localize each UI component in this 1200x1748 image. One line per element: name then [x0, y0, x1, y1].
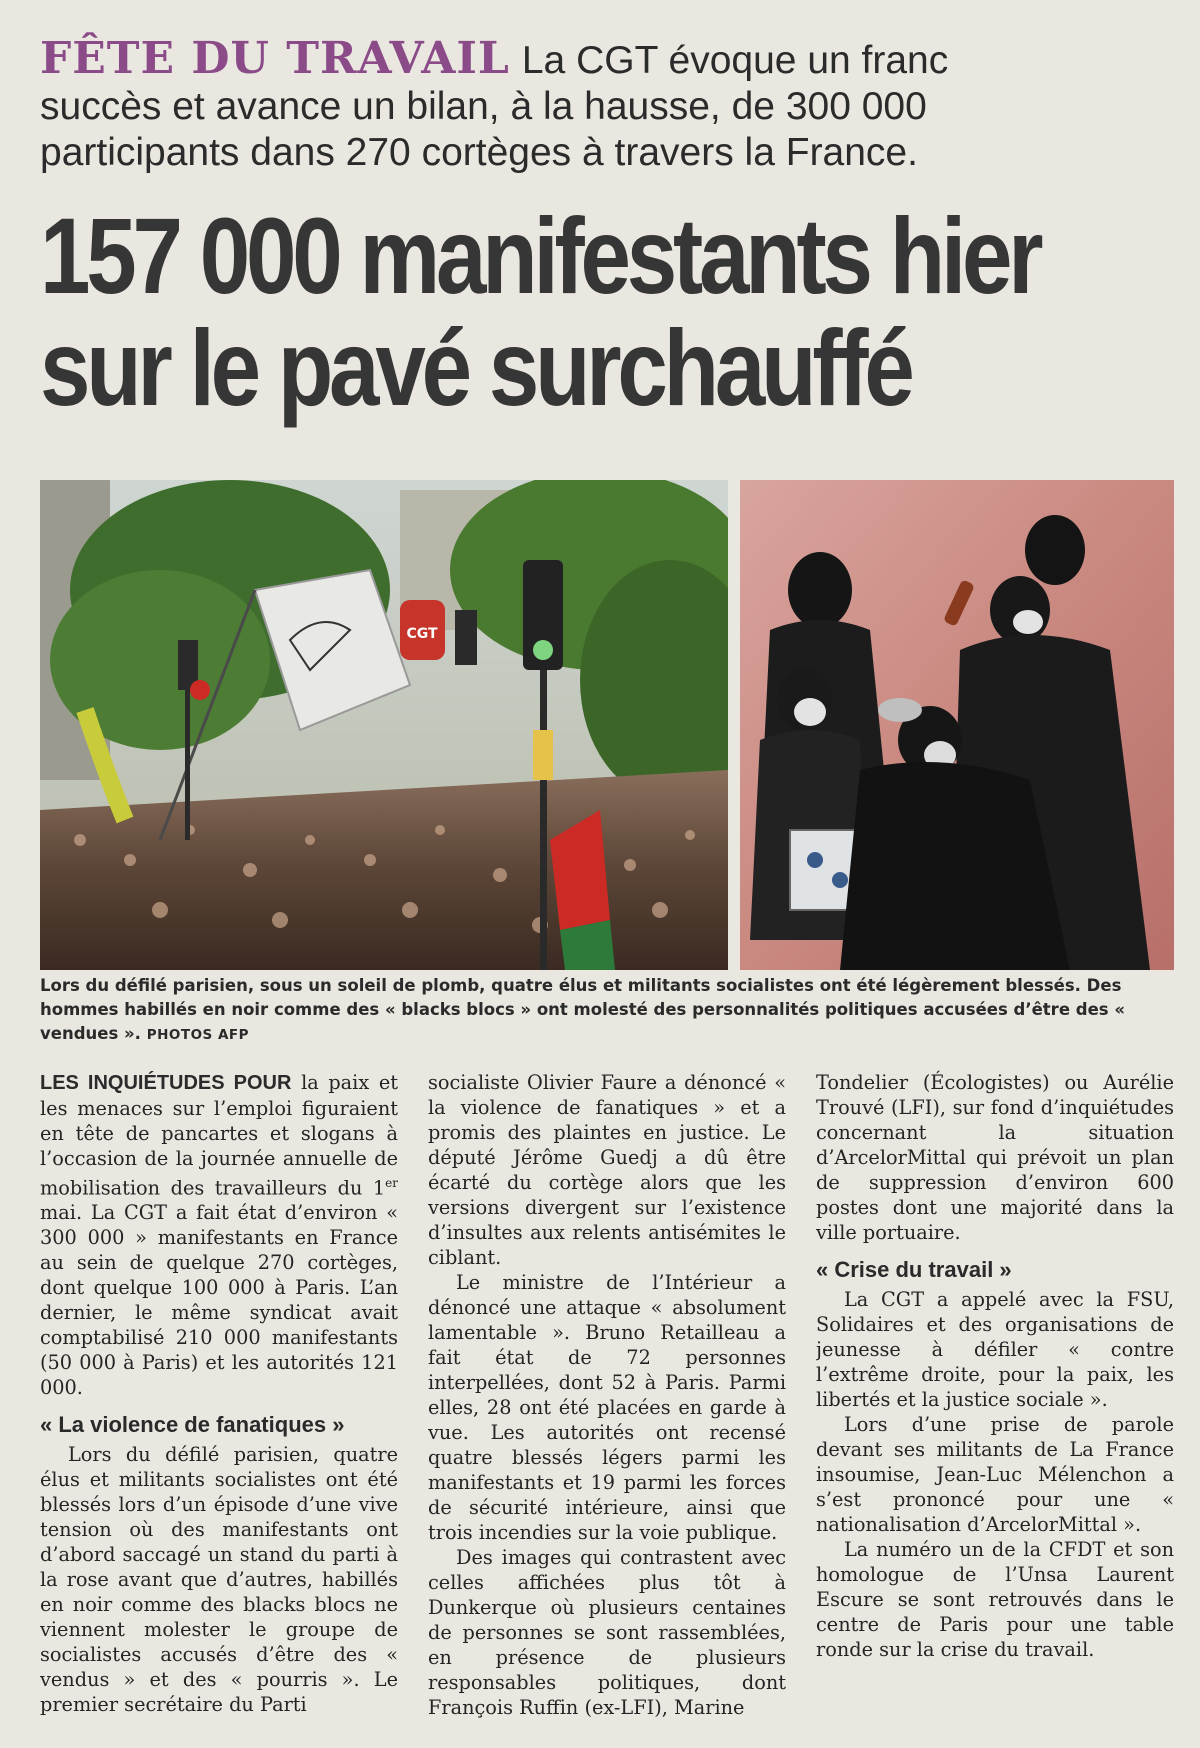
headline-line-1: 157 000 manifestants hier [40, 195, 1040, 316]
crowd-march-photo [40, 480, 728, 970]
standfirst-line-1: La CGT évoque un franc [521, 39, 949, 82]
black-bloc-photo [740, 480, 1174, 970]
article-lead-paragraph: LES INQUIÉTUDES POUR la paix et les menaces sur l’emploi figuraient en tête de pancartes et slogans à l’occasion de la journée annuelle de mobilisation des travailleurs du 1er mai. La CGT a fait état d’environ « 300 000 » manifestants en France au sein de quelque 270 cortèges, dont quelque 100 000 à Paris. L’an dernier, le même syndicat avait comptabilisé 210 000 manifestants (50 000 à Paris) et les autorités 121 000. [40, 1071, 398, 1400]
article-column-3 [816, 1070, 1174, 1740]
paragraph-dunkerque-continued: Tondelier (Écologistes) ou Aurélie Trouvé (LFI), sur fond d’inquiétudes concernant la situation d’ArcelorMittal qui prévoit un plan de suppression d’environ 600 postes dont une majorité dans la ville portuaire. [816, 1071, 1174, 1244]
standfirst [40, 33, 1160, 176]
paragraph-interior-minister: Le ministre de l’Intérieur a dénoncé une attaque « absolument lamentable ». Bruno Retailleau a fait état de 72 personnes interpellées, dont 52 à Paris. Parmi elles, 28 ont été placées en garde à vue. Les autorités ont recensé quatre blessés légers parmi les manifestants et 19 parmi les forces de sécurité intérieure, ainsi que trois incendies sur la voie publique. [428, 1271, 786, 1544]
paragraph-violence: Lors du défilé parisien, quatre élus et militants socialistes ont été blessés lors d’un épisode d’une vive tension où des manifestants ont d’abord saccagé un stand du parti à la rose avant que d’autres, habillés en noir comme des blacks blocs ne viennent molester le groupe de socialistes accusés d’être des « vendus » et des « pourris ». Le premier secrétaire du Parti [40, 1443, 398, 1717]
black-bloc-illustration [740, 480, 1174, 970]
paragraph-dunkerque: Des images qui contrastent avec celles affichées plus tôt à Dunkerque où plusieurs centaines de personnes se sont rassemblées, en présence de plusieurs responsables politiques, dont François Ruffin (ex-LFI), Marine [428, 1546, 786, 1719]
photo-credit: PHOTOS AFP [146, 1027, 250, 1043]
cgt-banner: CGT [406, 626, 438, 642]
article-column-1 [40, 1070, 398, 1740]
paragraph-cfdt: La numéro un de la CFDT et son homologue de l’Unsa Laurent Escure se sont retrouvés dans le centre de Paris pour une table ronde sur la crise du travail. [816, 1538, 1174, 1661]
crowd-photo-illustration [40, 480, 728, 970]
lead-in: LES INQUIÉTUDES POUR [40, 1072, 292, 1094]
paragraph-melenchon: Lors d’une prise de parole devant ses militants de La France insoumise, Jean-Luc Mélenchon a s’est prononcé pour une « nationalisation d’ArcelorMittal ». [816, 1413, 1174, 1536]
paragraph-violence-continued: socialiste Olivier Faure a dénoncé « la violence de fanatiques » et a promis des plaintes en justice. Le député Jérôme Guedj a dû être écarté du cortège alors que les versions divergent sur l’existence d’insultes aux relents antisémites le ciblant. [428, 1071, 786, 1269]
section-tag: FÊTE DU TRAVAIL [40, 33, 510, 84]
standfirst-line-3: participants dans 270 cortèges à travers la France. [40, 131, 918, 174]
subhead-violence: « La violence de fanatiques » [40, 1412, 345, 1438]
subhead-crise: « Crise du travail » [816, 1257, 1012, 1282]
standfirst-line-2: succès et avance un bilan, à la hausse, de 300 000 [40, 85, 927, 128]
article-column-2 [428, 1070, 786, 1740]
headline-line-2: sur le pavé surchauffé [40, 307, 911, 428]
caption-text: Lors du défilé parisien, sous un soleil de plomb, quatre élus et militants socialistes ont été légèrement blessés. Des hommes habillés en noir comme des « blacks blocs » ont molesté des personnalités politiques accusées d’être des « vendues ». [40, 976, 1125, 1043]
paragraph-cgt-call: La CGT a appelé avec la FSU, Solidaires et des organisations de jeunesse à défiler « contre l’extrême droite, pour la paix, les libertés et la justice sociale ». [816, 1288, 1174, 1411]
headline [40, 195, 1040, 428]
photo-caption [40, 974, 1170, 1047]
